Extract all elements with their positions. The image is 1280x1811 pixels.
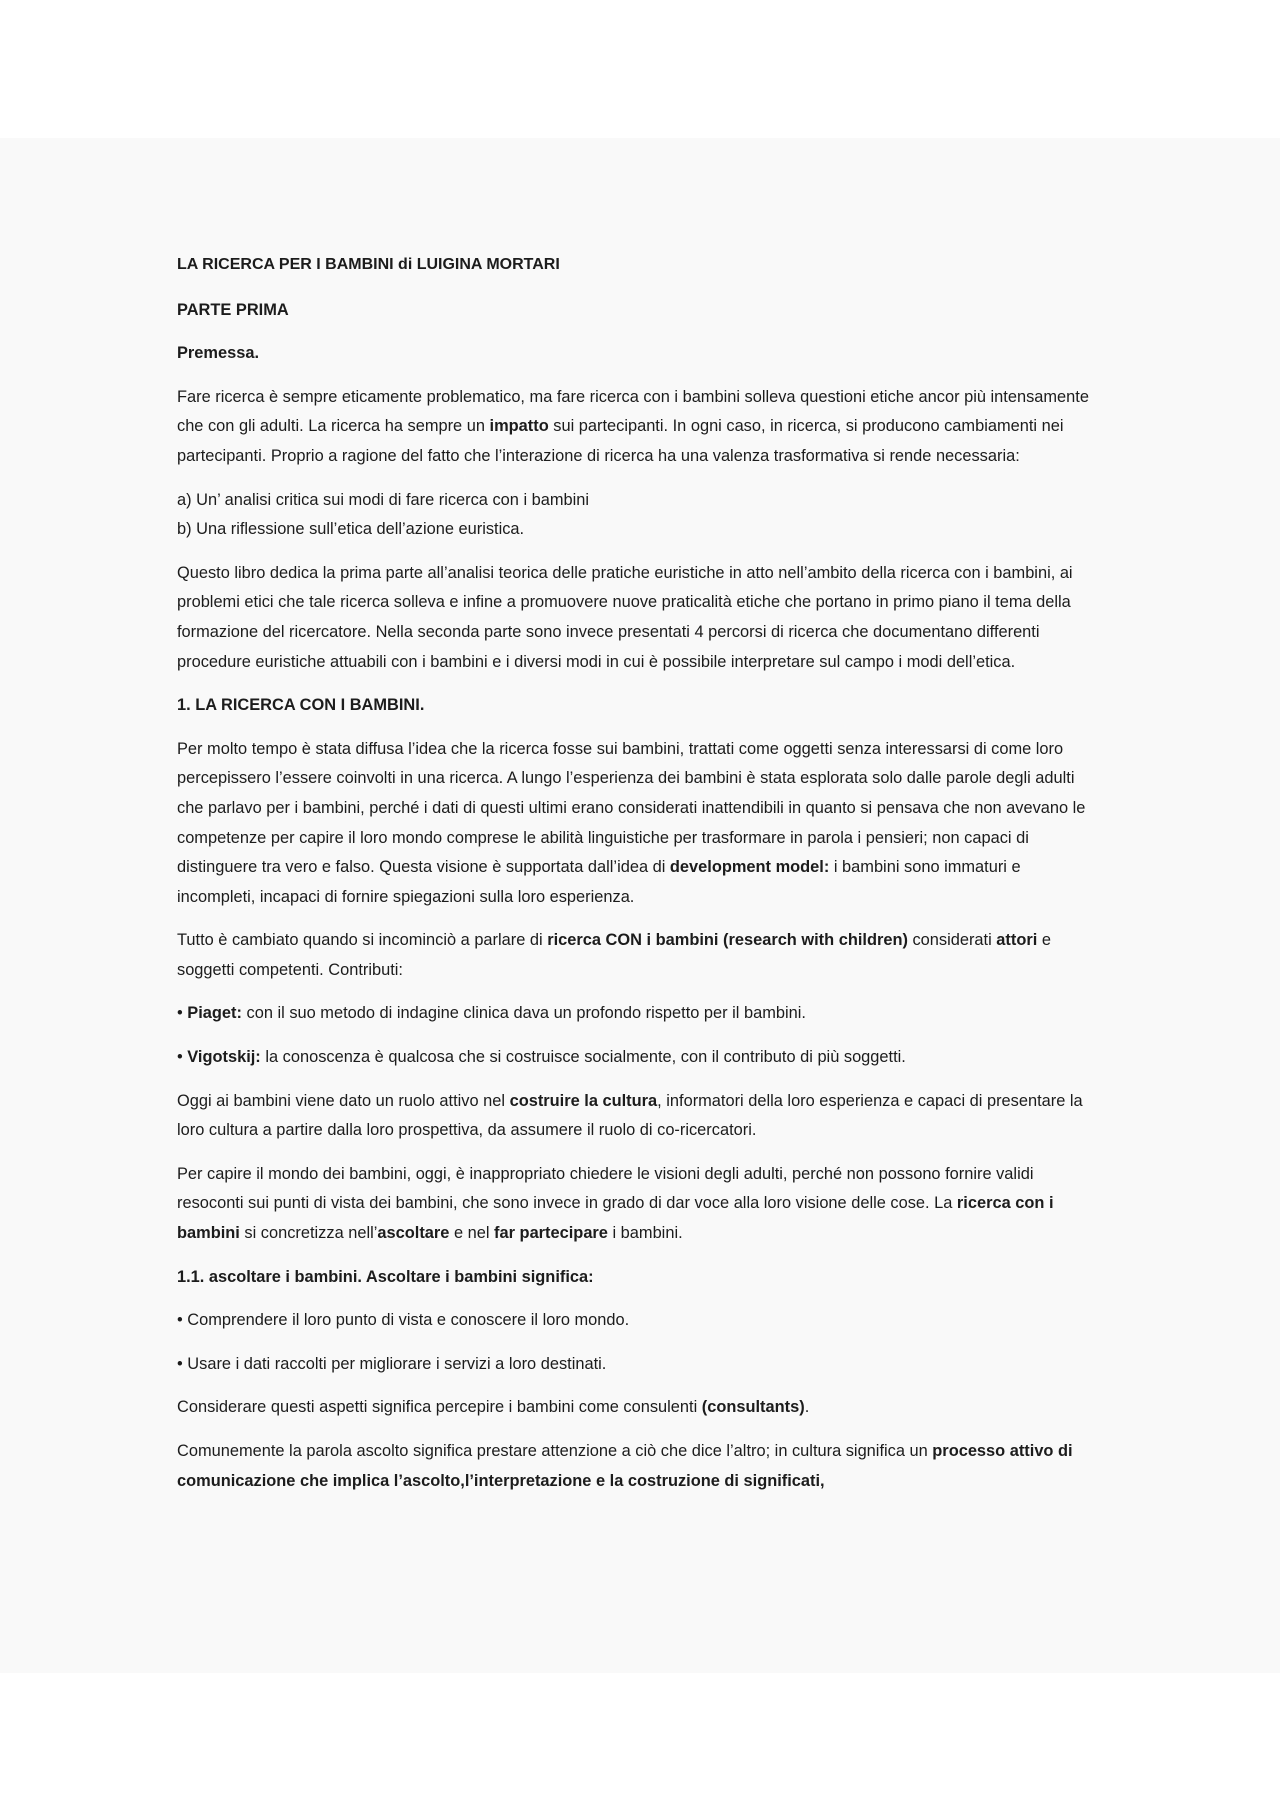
document-body [177, 250, 1097, 1510]
section-1-heading: 1. LA RICERCA CON I BAMBINI. [177, 696, 425, 715]
section-1-paragraph-2: Tutto è cambiato quando si incominciò a parlare di ricerca CON i bambini (research with children) considerati attori e soggetti competenti. Contributi: [177, 931, 1051, 979]
bullet-vigotskij: • Vigotskij: la conoscenza è qualcosa che si costruisce socialmente, con il contributo di più soggetti. [177, 1048, 906, 1067]
premessa-paragraph-2: Questo libro dedica la prima parte all’analisi teorica delle pratiche euristiche in atto nell’ambito della ricerca con i bambini, ai problemi etici che tale ricerca solleva e infine a promuovere nuove praticalità etiche che portano in primo piano il tema della formazione del ricercatore. Nella seconda parte sono invece presentati 4 percorsi di ricerca che documentano differenti procedure euristiche attuabili con i bambini e i diversi modi in cui è possibile interpretare sul campo i modi dell’etica. [177, 563, 1073, 671]
part-heading: PARTE PRIMA [177, 300, 289, 319]
bold-text: ricerca con i bambini [177, 1194, 1054, 1243]
premessa-heading: Premessa. [177, 344, 260, 363]
bullet-usare: • Usare i dati raccolti per migliorare i servizi a loro destinati. [177, 1354, 607, 1373]
section-1-paragraph-4: Per capire il mondo dei bambini, oggi, è inappropriato chiedere le visioni degli adulti, perché non possono fornire validi resoconti sui punti di vista dei bambini, che sono invece in grado di dar voce alla loro visione delle cose. La ricerca con i bambini si concretizza nell’ascoltare e nel far partecipare i bambini. [177, 1164, 1054, 1243]
premessa-list [177, 486, 1097, 545]
section-1-paragraph-1: Per molto tempo è stata diffusa l’idea che la ricerca fosse sui bambini, trattati come oggetti senza interessarsi di come loro percepissero l’essere coinvolti in una ricerca. A lungo l’esperienza dei bambini è stata esplorata solo dalle parole degli adulti che parlavo per i bambini, perché i dati di questi ultimi erano considerati inattendibili in quanto si pensava che non avevano le competenze per capire il loro mondo comprese le abilità linguistiche per trasformare in parola i pensieri; non capaci di distinguere tra vero e falso. Questa visione è supportata dall’idea di development model: i bambini sono immaturi e incompleti, incapaci di fornire spiegazioni sulla loro esperienza. [177, 739, 1086, 906]
bullet-piaget: • Piaget: con il suo metodo di indagine clinica dava un profondo rispetto per il bambini. [177, 1004, 806, 1023]
premessa-paragraph-1: Fare ricerca è sempre eticamente problematico, ma fare ricerca con i bambini solleva questioni etiche ancor più intensamente che con gli adulti. La ricerca ha sempre un impatto sui partecipanti. In ogni caso, in ricerca, si producono cambiamenti nei partecipanti. Proprio a ragione del fatto che l’interazione di ricerca ha una valenza trasformativa si rende necessaria: [177, 387, 1089, 465]
bold-text: (consultants) [701, 1398, 805, 1417]
section-1-1-paragraph-2: Comunemente la parola ascolto significa prestare attenzione a ciò che dice l’altro; in cultura significa un processo attivo di comunicazione che implica l’ascolto,l’interpretazione e la costruzione di significati, [177, 1442, 1073, 1490]
document-page [0, 138, 1280, 1673]
bold-text: Vigotskij: [187, 1048, 261, 1067]
list-item: a) Un’ analisi critica sui modi di fare ricerca con i bambini [177, 490, 590, 509]
bold-text: Piaget: [187, 1004, 242, 1023]
bold-text: ricerca CON i bambini (research with children) [547, 931, 908, 950]
section-1-1-heading: 1.1. ascoltare i bambini. Ascoltare i bambini significa: [177, 1267, 594, 1286]
bold-text: development model: [669, 858, 830, 877]
bold-text: attori [996, 931, 1038, 950]
bullet-comprendere: • Comprendere il loro punto di vista e conoscere il loro mondo. [177, 1311, 630, 1330]
bold-text: processo attivo di comunicazione che implica l’ascolto,l’interpretazione e la costruzione di significati, [177, 1442, 1073, 1490]
list-item: b) Una riflessione sull’etica dell’azione euristica. [177, 520, 525, 539]
bold-text: far partecipare [494, 1224, 608, 1243]
section-1-paragraph-3: Oggi ai bambini viene dato un ruolo attivo nel costruire la cultura, informatori della loro esperienza e capaci di presentare la loro cultura a partire dalla loro prospettiva, da assumere il ruolo di co-ricercatori. [177, 1091, 1083, 1140]
section-1-1-paragraph-1: Considerare questi aspetti significa percepire i bambini come consulenti (consultants). [177, 1398, 810, 1417]
bold-text: costruire la cultura [509, 1091, 658, 1110]
bold-text: ascoltare [377, 1224, 450, 1243]
bold-text: impatto [489, 417, 549, 436]
document-title: LA RICERCA PER I BAMBINI di LUIGINA MORTARI [177, 256, 560, 273]
